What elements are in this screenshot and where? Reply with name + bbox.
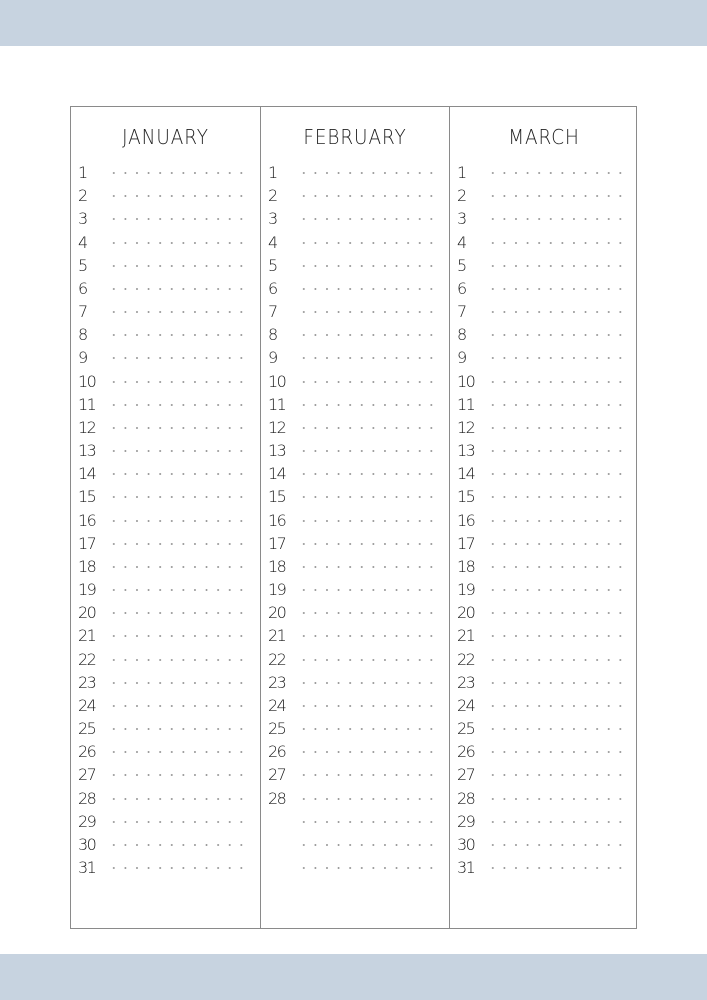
month-column-january [71,107,260,928]
day-row [450,648,638,671]
day-number: 15 [457,487,475,507]
day-row [71,532,260,555]
day-number: 26 [78,742,96,762]
dotted-writing-line[interactable] [298,682,440,684]
day-row [261,207,449,230]
dotted-writing-line[interactable] [108,311,250,313]
day-row [450,624,638,647]
dotted-writing-line[interactable] [108,473,250,475]
day-number: 13 [268,441,286,461]
dotted-writing-line[interactable] [298,357,440,359]
dotted-writing-line[interactable] [108,798,250,800]
day-row [450,300,638,323]
day-row [261,763,449,786]
day-number: 24 [78,695,96,715]
month-column-march [449,107,638,928]
dotted-writing-line[interactable] [108,334,250,336]
day-number: 3 [268,209,277,229]
dotted-writing-line[interactable] [108,450,250,452]
day-number: 28 [457,788,475,808]
dotted-writing-line[interactable] [298,218,440,220]
month-title: FEBRUARY [303,125,407,149]
dotted-writing-line[interactable] [298,195,440,197]
dotted-writing-line[interactable] [298,265,440,267]
day-number: 14 [78,464,96,484]
day-number: 16 [268,510,286,530]
day-row [71,810,260,833]
day-row [450,462,638,485]
dotted-writing-line[interactable] [108,566,250,568]
day-row [71,277,260,300]
dotted-writing-line[interactable] [108,496,250,498]
day-row [261,231,449,254]
day-row [71,323,260,346]
day-number: 26 [268,742,286,762]
day-number: 31 [457,858,475,878]
day-row [450,578,638,601]
dotted-writing-line[interactable] [298,172,440,174]
day-row [261,555,449,578]
dotted-writing-line[interactable] [487,427,629,429]
day-number: 3 [78,209,87,229]
day-row [450,184,638,207]
day-row [261,624,449,647]
dotted-writing-line[interactable] [108,265,250,267]
dotted-writing-line[interactable] [487,612,629,614]
day-number: 16 [78,510,96,530]
day-row [71,694,260,717]
day-row [261,648,449,671]
day-row [450,740,638,763]
dotted-writing-line[interactable] [298,450,440,452]
dotted-writing-line[interactable] [298,612,440,614]
dotted-writing-line[interactable] [108,682,250,684]
day-number: 18 [268,556,286,576]
dotted-writing-line[interactable] [108,218,250,220]
day-row [450,555,638,578]
day-number: 19 [268,580,286,600]
day-row [261,277,449,300]
day-row [450,439,638,462]
day-number: 24 [268,695,286,715]
dotted-writing-line[interactable] [108,288,250,290]
dotted-writing-line[interactable] [487,751,629,753]
day-row [261,416,449,439]
day-number: 13 [78,441,96,461]
dotted-writing-line[interactable] [487,404,629,406]
day-number: 2 [268,186,277,206]
day-number: 22 [268,649,286,669]
day-number: 12 [457,417,475,437]
day-row [71,184,260,207]
day-row [71,648,260,671]
dotted-writing-line[interactable] [487,473,629,475]
day-row [261,184,449,207]
day-number: 17 [78,533,96,553]
dotted-writing-line[interactable] [487,218,629,220]
day-row [261,161,449,184]
day-number: 11 [457,394,475,414]
day-row [71,740,260,763]
dotted-writing-line[interactable] [108,728,250,730]
dotted-writing-line[interactable] [298,496,440,498]
bottom-band [0,954,707,1000]
dotted-writing-line[interactable] [108,612,250,614]
dotted-writing-line[interactable] [298,543,440,545]
day-number: 25 [78,719,96,739]
day-number: 2 [78,186,87,206]
day-row [71,231,260,254]
day-row [261,370,449,393]
dotted-writing-line[interactable] [487,635,629,637]
day-row [450,509,638,532]
day-number: 6 [268,278,277,298]
dotted-writing-line[interactable] [298,334,440,336]
day-row [71,671,260,694]
day-number: 7 [457,302,466,322]
day-number: 31 [78,858,96,878]
day-row [71,300,260,323]
day-number: 3 [457,209,466,229]
day-row [450,532,638,555]
day-number: 4 [457,232,466,252]
day-row [261,578,449,601]
dotted-writing-line[interactable] [108,242,250,244]
day-row [71,717,260,740]
day-row [450,231,638,254]
day-row [261,300,449,323]
dotted-writing-line[interactable] [298,705,440,707]
dotted-writing-line[interactable] [487,357,629,359]
day-row [450,161,638,184]
day-number: 20 [457,603,475,623]
dotted-writing-line[interactable] [108,404,250,406]
day-row [261,323,449,346]
month-column-february [260,107,449,928]
dotted-writing-line[interactable] [298,404,440,406]
day-number: 28 [268,788,286,808]
day-row [450,810,638,833]
day-number: 6 [78,278,87,298]
dotted-writing-line[interactable] [487,172,629,174]
day-row [261,856,449,879]
dotted-writing-line[interactable] [108,821,250,823]
day-row [261,346,449,369]
dotted-writing-line[interactable] [108,195,250,197]
dotted-writing-line[interactable] [108,357,250,359]
quarterly-planner-grid [70,106,637,929]
day-number: 4 [78,232,87,252]
month-title: JANUARY [122,125,209,149]
day-row [71,161,260,184]
day-row [450,694,638,717]
dotted-writing-line[interactable] [487,334,629,336]
day-number: 17 [268,533,286,553]
dotted-writing-line[interactable] [298,427,440,429]
day-number: 8 [457,325,466,345]
day-number: 27 [78,765,96,785]
dotted-writing-line[interactable] [298,473,440,475]
day-number: 9 [78,348,87,368]
day-number: 23 [457,672,475,692]
day-number: 17 [457,533,475,553]
dotted-writing-line[interactable] [487,566,629,568]
day-row [261,462,449,485]
day-number: 21 [268,626,286,646]
day-number: 21 [457,626,475,646]
day-row [71,370,260,393]
day-number: 9 [457,348,466,368]
day-row [261,810,449,833]
day-number: 8 [268,325,277,345]
day-number: 5 [78,255,87,275]
day-number: 5 [457,255,466,275]
dotted-writing-line[interactable] [298,589,440,591]
day-row [450,717,638,740]
day-number: 9 [268,348,277,368]
day-number: 20 [268,603,286,623]
day-number: 16 [457,510,475,530]
dotted-writing-line[interactable] [487,288,629,290]
day-number: 21 [78,626,96,646]
dotted-writing-line[interactable] [487,705,629,707]
dotted-writing-line[interactable] [298,659,440,661]
dotted-writing-line[interactable] [108,774,250,776]
dotted-writing-line[interactable] [298,798,440,800]
dotted-writing-line[interactable] [487,543,629,545]
day-row [261,439,449,462]
day-row [261,833,449,856]
dotted-writing-line[interactable] [298,867,440,869]
top-band [0,0,707,46]
dotted-writing-line[interactable] [298,520,440,522]
dotted-writing-line[interactable] [298,635,440,637]
day-row [450,323,638,346]
dotted-writing-line[interactable] [487,520,629,522]
day-number: 28 [78,788,96,808]
day-number: 26 [457,742,475,762]
day-number: 22 [457,649,475,669]
day-row [71,624,260,647]
dotted-writing-line[interactable] [108,520,250,522]
dotted-writing-line[interactable] [487,381,629,383]
day-number: 8 [78,325,87,345]
day-number: 12 [78,417,96,437]
day-number: 1 [268,163,277,182]
day-number: 1 [78,163,87,182]
day-row [261,787,449,810]
day-row [71,578,260,601]
day-number: 7 [268,302,277,322]
dotted-writing-line[interactable] [108,659,250,661]
dotted-writing-line[interactable] [487,844,629,846]
day-row [71,462,260,485]
dotted-writing-line[interactable] [298,381,440,383]
dotted-writing-line[interactable] [298,751,440,753]
dotted-writing-line[interactable] [487,728,629,730]
day-row [261,254,449,277]
dotted-writing-line[interactable] [298,844,440,846]
day-number: 10 [457,371,475,391]
day-number: 20 [78,603,96,623]
day-row [71,601,260,624]
day-row [450,254,638,277]
day-number: 19 [457,580,475,600]
dotted-writing-line[interactable] [487,242,629,244]
day-number: 11 [268,394,286,414]
day-row [71,393,260,416]
day-number: 29 [78,811,96,831]
day-number: 13 [457,441,475,461]
dotted-writing-line[interactable] [108,705,250,707]
dotted-writing-line[interactable] [108,172,250,174]
dotted-writing-line[interactable] [298,288,440,290]
day-number: 15 [78,487,96,507]
dotted-writing-line[interactable] [108,543,250,545]
day-row [261,601,449,624]
day-number: 23 [78,672,96,692]
day-number: 23 [268,672,286,692]
day-row [450,277,638,300]
day-row [71,416,260,439]
dotted-writing-line[interactable] [487,311,629,313]
day-number: 27 [268,765,286,785]
day-number: 30 [78,834,96,854]
dotted-writing-line[interactable] [298,242,440,244]
day-row [71,485,260,508]
dotted-writing-line[interactable] [108,635,250,637]
day-row [71,346,260,369]
dotted-writing-line[interactable] [487,450,629,452]
day-number: 10 [78,371,96,391]
day-row [450,485,638,508]
day-number: 19 [78,580,96,600]
dotted-writing-line[interactable] [108,751,250,753]
day-number: 10 [268,371,286,391]
day-number: 18 [457,556,475,576]
day-row [71,787,260,810]
day-row [450,763,638,786]
day-row [450,207,638,230]
dotted-writing-line[interactable] [298,821,440,823]
day-row [71,763,260,786]
dotted-writing-line[interactable] [108,427,250,429]
day-number: 22 [78,649,96,669]
day-number: 4 [268,232,277,252]
dotted-writing-line[interactable] [487,774,629,776]
day-row [450,787,638,810]
dotted-writing-line[interactable] [487,265,629,267]
dotted-writing-line[interactable] [108,867,250,869]
dotted-writing-line[interactable] [108,589,250,591]
day-number: 5 [268,255,277,275]
day-row [71,207,260,230]
day-number: 7 [78,302,87,322]
day-number: 12 [268,417,286,437]
dotted-writing-line[interactable] [487,496,629,498]
dotted-writing-line[interactable] [298,728,440,730]
day-row [71,509,260,532]
day-number: 18 [78,556,96,576]
day-number: 15 [268,487,286,507]
day-row [261,532,449,555]
day-row [261,694,449,717]
dotted-writing-line[interactable] [298,774,440,776]
dotted-writing-line[interactable] [108,844,250,846]
day-number: 29 [457,811,475,831]
day-row [450,416,638,439]
day-row [450,601,638,624]
dotted-writing-line[interactable] [487,682,629,684]
month-title: MARCH [508,125,580,149]
day-row [71,439,260,462]
day-number: 30 [457,834,475,854]
day-number: 6 [457,278,466,298]
day-row [261,509,449,532]
day-row [450,370,638,393]
day-row [261,671,449,694]
dotted-writing-line[interactable] [487,195,629,197]
day-row [71,254,260,277]
day-number: 1 [457,163,466,182]
day-row [261,485,449,508]
dotted-writing-line[interactable] [487,867,629,869]
day-row [450,833,638,856]
dotted-writing-line[interactable] [108,381,250,383]
day-number: 25 [457,719,475,739]
day-number: 25 [268,719,286,739]
day-row [71,856,260,879]
day-number: 14 [457,464,475,484]
dotted-writing-line[interactable] [487,589,629,591]
dotted-writing-line[interactable] [298,311,440,313]
day-number: 14 [268,464,286,484]
day-row [261,393,449,416]
day-row [450,346,638,369]
day-row [71,833,260,856]
dotted-writing-line[interactable] [487,798,629,800]
day-row [71,555,260,578]
day-number: 2 [457,186,466,206]
dotted-writing-line[interactable] [487,659,629,661]
day-row [450,393,638,416]
dotted-writing-line[interactable] [298,566,440,568]
day-row [261,740,449,763]
day-number: 11 [78,394,96,414]
day-number: 24 [457,695,475,715]
day-number: 27 [457,765,475,785]
day-row [261,717,449,740]
day-row [450,856,638,879]
dotted-writing-line[interactable] [487,821,629,823]
day-row [450,671,638,694]
